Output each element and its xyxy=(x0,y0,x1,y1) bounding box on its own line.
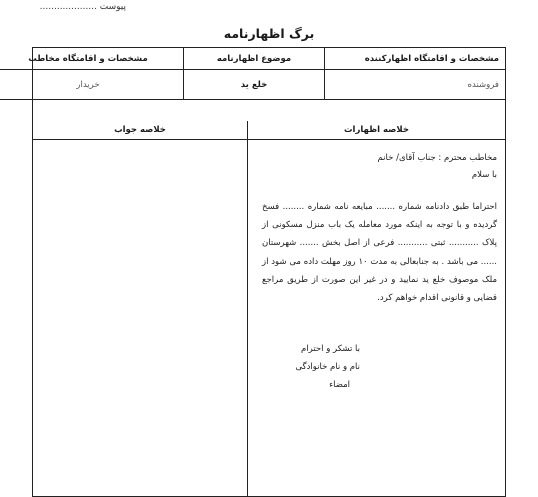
declaration-form xyxy=(28,47,506,497)
addressee-salutation: مخاطب محترم : جناب آقای/ خانم xyxy=(377,153,497,163)
greeting: با سلام xyxy=(471,170,497,180)
declarant-value: فروشنده xyxy=(325,70,506,100)
parties-table xyxy=(0,48,505,100)
document-title: برگ اظهارنامه xyxy=(223,26,315,41)
addressee-value: خریدار xyxy=(0,70,184,100)
section-body-row xyxy=(33,140,505,496)
statements-column xyxy=(247,140,505,496)
addressee-header: مشخصات و اقامتگاه مخاطب xyxy=(0,48,184,70)
signature-line: امضاء xyxy=(329,380,350,390)
statements-section-title: خلاصه اظهارات xyxy=(247,121,505,139)
subject-value: خلع ید xyxy=(184,70,325,100)
address-block xyxy=(378,150,497,184)
parties-header-row xyxy=(0,48,505,70)
reply-column xyxy=(33,140,247,496)
parties-value-row xyxy=(0,70,505,100)
section-header-row xyxy=(33,121,505,140)
name-line: نام و نام خانوادگی xyxy=(295,362,360,372)
closing-thanks: با تشکر و احترام xyxy=(301,344,360,354)
subject-header: موضوع اظهارنامه xyxy=(184,48,325,70)
attachment-line: پیوست .................... xyxy=(39,2,126,12)
statement-body: احتراما طبق دادنامه شماره ....... مبایعه نامه شماره ........ فسخ گردیده و با توجه به اینکه مورد معامله یک باب منزل مسکونی از پلاک ........... ثبتی ........... فرعی از اصل بخش ....... شهرستان ...... می باشد . به جنابعالی به مدت ۱۰ روز مهلت داده می شود از ملک موصوف خلع ید نمایید و در غیر این صورت از طریق مراجع قضایی و قانونی اقدام خواهم کرد. xyxy=(262,202,497,304)
declarant-header: مشخصات و اقامتگاه اظهارکننده xyxy=(325,48,506,70)
reply-section-title: خلاصه جواب xyxy=(114,125,166,135)
statements-area xyxy=(33,121,505,496)
closing-block xyxy=(295,340,360,394)
